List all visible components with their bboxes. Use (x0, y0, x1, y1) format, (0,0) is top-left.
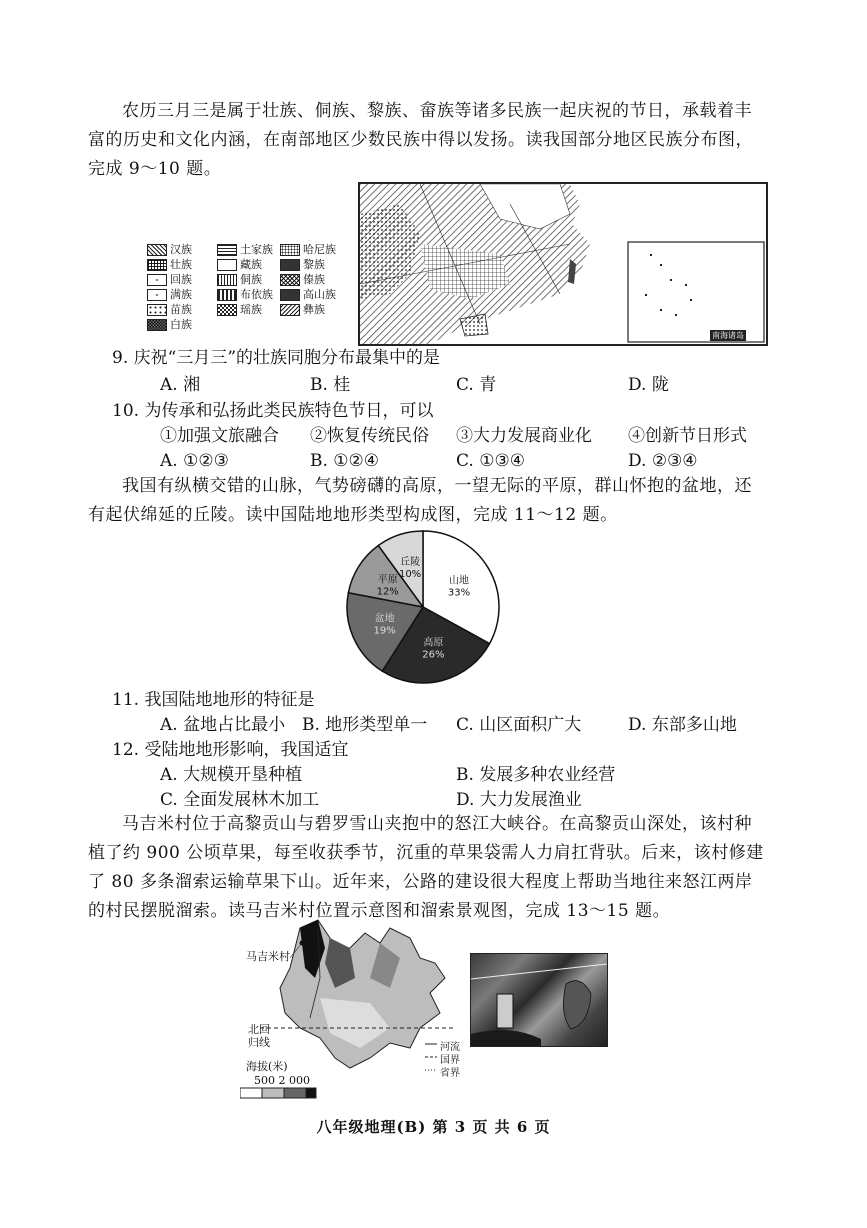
legend-label: 白族 (170, 318, 192, 331)
location-map (240, 918, 468, 1104)
legend-label: 汉族 (170, 243, 192, 256)
legend-item (217, 257, 262, 272)
swatch-icon (217, 244, 237, 256)
q10-option-a[interactable]: A. ①②③ (160, 451, 229, 471)
legend-label: 哈尼族 (303, 243, 336, 256)
legend-label: 侗族 (240, 273, 262, 286)
legend-item (147, 287, 192, 302)
legend-label: 藏族 (240, 258, 262, 271)
pie-label-2: 19% (373, 625, 396, 637)
pie-label-0: 33% (447, 587, 471, 599)
q11-option-b[interactable]: B. 地形类型单一 (302, 715, 428, 735)
pie-label-3: 12% (376, 586, 399, 598)
q10-item-2: ②恢复传统民俗 (310, 426, 429, 446)
legend-label: 黎族 (303, 258, 325, 271)
swatch-icon (147, 319, 167, 331)
q12-option-c[interactable]: C. 全面发展林木加工 (160, 790, 320, 810)
swatch-icon (217, 259, 237, 271)
pie-label-1: 高原 (423, 637, 444, 649)
question-10-stem: 10. 为传承和弘扬此类民族特色节日，可以 (112, 401, 434, 421)
q9-option-d[interactable]: D. 陇 (628, 375, 669, 395)
pie-label-2: 盆地 (374, 613, 395, 625)
swatch-icon (147, 259, 167, 271)
ropeway-photo (470, 953, 608, 1047)
legend-label: 壮族 (170, 258, 192, 271)
q10-option-d[interactable]: D. ②③④ (628, 451, 698, 471)
swatch-icon (280, 244, 300, 256)
elevation-title: 海拔(米) (246, 1060, 288, 1073)
elevation-ticks: 500 2 000 (254, 1074, 310, 1087)
legend-item (280, 242, 336, 257)
legend-item (280, 272, 325, 287)
swatch-icon (147, 304, 167, 316)
legend-item (280, 302, 325, 317)
swatch-icon (147, 274, 167, 286)
swatch-icon (280, 289, 300, 301)
q11-option-a[interactable]: A. 盆地占比最小 (160, 715, 286, 735)
legend-provincial-border: 省界 (440, 1068, 460, 1079)
q9-option-a[interactable]: A. 湘 (160, 375, 201, 395)
swatch-icon (217, 274, 237, 286)
q9-option-b[interactable]: B. 桂 (310, 375, 351, 395)
legend-item (147, 317, 192, 332)
q10-item-1: ①加强文旅融合 (160, 426, 279, 446)
intro-paragraph-1: 农历三月三是属于壮族、侗族、黎族、畲族等诸多民族一起庆祝的节日，承载着丰富的历史和文化内涵，在南部地区少数民族中得以发扬。读我国部分地区民族分布图，完成 9～10 题。 (88, 101, 753, 179)
legend-item (217, 287, 273, 302)
swatch-icon (280, 259, 300, 271)
swatch-icon (147, 244, 167, 256)
q12-option-d[interactable]: D. 大力发展渔业 (456, 790, 582, 810)
q10-option-b[interactable]: B. ①②④ (310, 451, 380, 471)
legend-item (147, 242, 192, 257)
tropic-label-2: 归线 (248, 1036, 270, 1049)
intro-paragraph-3: 马吉米村位于高黎贡山与碧罗雪山夹抱中的怒江大峡谷。在高黎贡山深处，该村种植了约 900 公顷草果，每至收获季节，沉重的草果袋需人力肩扛背驮。后来，该村修建了 80 多条溜索运输草果下山。近年来，公路的建设很大程度上帮助当地往来怒江两岸的村民摆脱溜索。读马吉米村位置示意图和溜索景观图，完成 13～15 题。 (88, 814, 764, 921)
swatch-icon (147, 289, 167, 301)
legend-label: 高山族 (303, 288, 336, 301)
question-11-stem: 11. 我国陆地地形的特征是 (112, 690, 315, 710)
terrain-pie-chart (343, 527, 503, 687)
legend-national-border: 国界 (440, 1055, 460, 1066)
legend-item (280, 257, 325, 272)
legend-label: 彝族 (303, 303, 325, 316)
inset-label: 南海诸岛 (712, 331, 744, 340)
legend-label: 满族 (170, 288, 192, 301)
q9-option-c[interactable]: C. 青 (456, 375, 497, 395)
pie-label-0: 山地 (448, 575, 469, 587)
legend-item (217, 242, 273, 257)
swatch-icon (280, 304, 300, 316)
q10-option-c[interactable]: C. ①③④ (456, 451, 525, 471)
photo-detail-graphic (471, 954, 607, 1046)
q12-option-a[interactable]: A. 大规模开垦种植 (160, 765, 303, 785)
legend-label: 回族 (170, 273, 192, 286)
legend-item (147, 257, 192, 272)
q11-option-c[interactable]: C. 山区面积广大 (456, 715, 582, 735)
legend-label: 苗族 (170, 303, 192, 316)
q10-item-4: ④创新节日形式 (628, 426, 747, 446)
page-footer: 八年级地理(B) 第 3 页 共 6 页 (316, 1118, 551, 1136)
legend-river: 河流 (440, 1042, 460, 1053)
tropic-label-1: 北回 (248, 1023, 270, 1036)
legend-item (147, 272, 192, 287)
legend-item (147, 302, 192, 317)
swatch-icon (217, 304, 237, 316)
legend-label: 瑶族 (240, 303, 262, 316)
swatch-icon (217, 289, 237, 301)
swatch-icon (280, 274, 300, 286)
legend-label: 布依族 (240, 288, 273, 301)
legend-label: 傣族 (303, 273, 325, 286)
legend-label: 土家族 (240, 243, 273, 256)
intro-paragraph-2: 我国有纵横交错的山脉，气势磅礴的高原，一望无际的平原，群山怀抱的盆地，还有起伏绵延的丘陵。读中国陆地地形类型构成图，完成 11～12 题。 (88, 476, 752, 525)
village-label: 马吉米村 (246, 950, 290, 963)
pie-label-3: 平原 (377, 574, 398, 586)
pie-label-4: 10% (398, 569, 422, 581)
legend-item (217, 272, 262, 287)
question-12-stem: 12. 受陆地地形影响，我国适宜 (112, 740, 349, 760)
q11-option-d[interactable]: D. 东部多山地 (628, 715, 737, 735)
legend-item (217, 302, 262, 317)
ethnic-distribution-map (358, 182, 768, 346)
ethnic-map-graphic (360, 184, 766, 344)
legend-item (280, 287, 336, 302)
pie-label-4: 丘陵 (400, 557, 421, 569)
q10-item-3: ③大力发展商业化 (456, 426, 592, 446)
pie-label-1: 26% (422, 649, 445, 661)
question-9-stem: 9. 庆祝“三月三”的壮族同胞分布最集中的是 (112, 348, 441, 368)
q12-option-b[interactable]: B. 发展多种农业经营 (456, 765, 616, 785)
